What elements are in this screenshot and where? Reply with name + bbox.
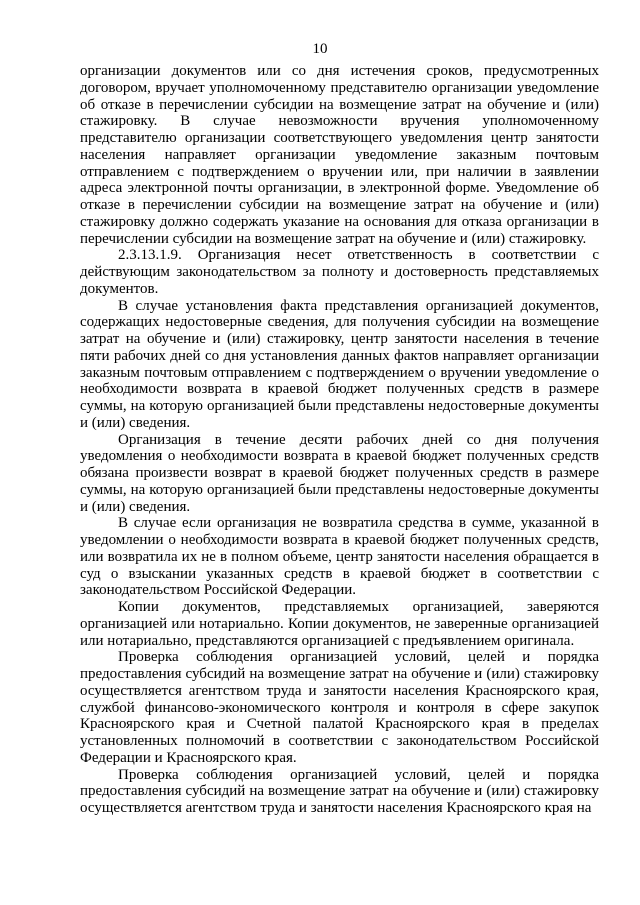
paragraph: Проверка соблюдения организацией условий, целей и порядка предоставления субсидий на возмещение затрат на обучение и (или) стажировку осуществляется агентством труда и занятости населения Красноярского края, службой финансово-экономического контроля и контроля в сфере закупок Красноярского края и Счетной палатой Красноярского края в пределах установленных полномочий в соответствии с законодательством Российской Федерации и Красноярского края.: [80, 649, 599, 766]
paragraph: Организация в течение десяти рабочих дней со дня получения уведомления о необходимости возврата в краевой бюджет полученных средств обязана произвести возврат в краевой бюджет полученных средств в размере суммы, на которую организацией были представлены недостоверные документы и (или) сведения.: [80, 431, 599, 515]
document-body: [80, 63, 599, 817]
paragraph: Копии документов, представляемых организацией, заверяются организацией или нотариально. Копии документов, не заверенные организацией или нотариально, представляются организацией с предъявлением оригинала.: [80, 599, 599, 649]
paragraph: В случае если организация не возвратила средства в сумме, указанной в уведомлении о необходимости возврата в краевой бюджет полученных средств, или возвратила их не в полном объеме, центр занятости населения обращается в суд о взыскании указанных средств в краевой бюджет в соответствии с законодательством Российской Федерации.: [80, 515, 599, 599]
paragraph: В случае установления факта представления организацией документов, содержащих недостоверные сведения, для получения субсидии на возмещение затрат на обучение и (или) стажировку, центр занятости населения в течение пяти рабочих дней со дня установления данных фактов направляет организации заказным почтовым отправлением с подтверждением о вручении уведомление о необходимости возврата в краевой бюджет полученных средств в размере суммы, на которую организацией были представлены недостоверные документы и (или) сведения.: [80, 297, 599, 431]
paragraph-continued: организации документов или со дня истечения сроков, предусмотренных договором, вручает уполномоченному представителю организации уведомление об отказе в перечислении субсидии на возмещение затрат на обучение и (или) стажировку. В случае невозможности вручения уполномоченному представителю организации соответствующего уведомления центр занятости населения направляет организации уведомление заказным почтовым отправлением с подтверждением о вручении или, при наличии в заявлении адреса электронной почты организации, в электронной форме. Уведомление об отказе в перечислении субсидии на возмещение затрат на обучение и (или) стажировку должно содержать указание на основания для отказа организации в перечислении субсидии на возмещение затрат на обучение и (или) стажировку.: [80, 63, 599, 247]
paragraph-clause-2-3-13-1-9: 2.3.13.1.9. Организация несет ответственность в соответствии с действующим законодательством за полноту и достоверность представляемых документов.: [80, 247, 599, 297]
paragraph: Проверка соблюдения организацией условий, целей и порядка предоставления субсидий на возмещение затрат на обучение и (или) стажировку осуществляется агентством труда и занятости населения Красноярского края на: [80, 766, 599, 816]
page-number: 10: [312, 41, 328, 57]
